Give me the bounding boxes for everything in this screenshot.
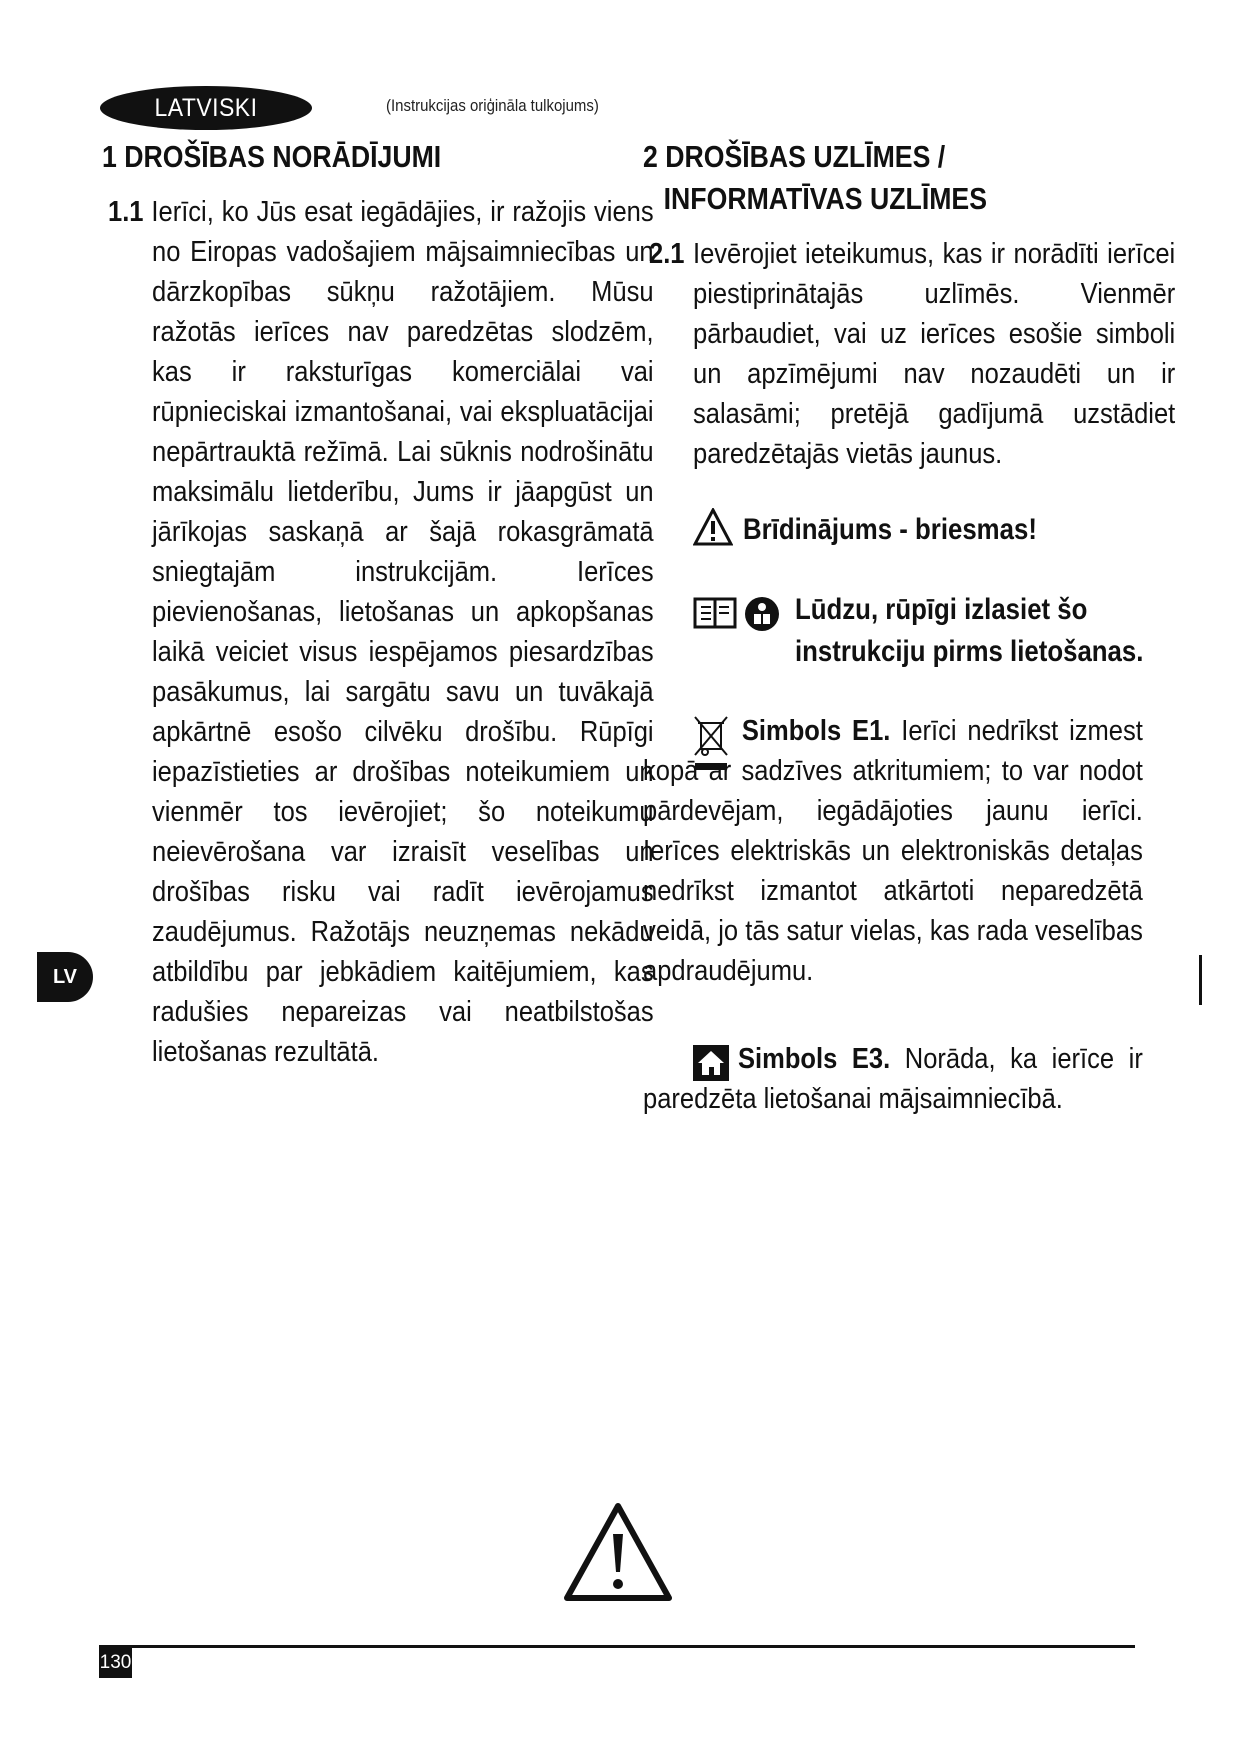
read-instructions-notice	[643, 589, 1143, 673]
book-icon	[693, 595, 737, 636]
section-2-heading-line1: 2 DROŠĪBAS UZLĪMES /	[643, 139, 946, 174]
paragraph-2-1	[643, 234, 1241, 474]
language-label: LATVISKI	[154, 93, 258, 122]
paragraph-number: 2.1	[649, 238, 685, 270]
symbol-e3-text: Norāda, ka ierīce ir paredzēta lietošanai mājsaimniecībā.	[643, 1043, 1143, 1115]
warning-text: Brīdinājums - briesmas!	[743, 512, 1037, 546]
symbol-e1-label: Simbols E1.	[741, 715, 891, 747]
footer-rule	[99, 1645, 1135, 1648]
section-1-heading: 1 DROŠĪBAS NORĀDĪJUMI	[102, 139, 442, 174]
symbol-e3-label: Simbols E3.	[738, 1043, 891, 1075]
translation-note: (Instrukcijas oriģināla tulkojums)	[386, 96, 599, 115]
danger-warning	[643, 508, 1143, 551]
symbol-e1-text: Ierīci nedrīkst izmest kopā ar sadzīves atkritumiem; to var nodot pārdevējam, iegādājoties jaunu ierīci. Ierīces elektriskās un elektroniskās detaļas nedrīkst izmantot atkārtoti neparedzētā veidā, jo tās satur vielas, kas rada veselības apdraudējumu.	[643, 715, 1143, 987]
paragraph-1-1	[102, 192, 722, 1072]
language-badge	[100, 86, 312, 130]
page-number: 130	[99, 1648, 132, 1678]
paragraph-text: Ierīci, ko Jūs esat iegādājies, ir ražojis viens no Eiropas vadošajiem mājsaimniecības un dārzkopības sūkņu ražotājiem. Mūsu ražotās ierīces nav paredzētas slodzēm, kas ir raksturīgas komerciālai vai rūpnieciskai izmantošanai, vai ekspluatācijai nepārtrauktā režīmā. Lai sūknis nodrošinātu maksimālu lietderību, Jums ir jāapgūst un jārīkojas saskaņā ar šajā rokasgrāmatā sniegtajām instrukcijām. Ierīces pievienošanas, lietošanas un apkopšanas laikā veiciet visus iespējamos piesardzības pasākumus, lai sargātu savu un tuvākajā apkārtnē esošo cilvēku drošību. Rūpīgi iepazīstieties ar drošības noteikumiem un vienmēr tos ievērojiet; šo noteikumu neievērošana var izraisīt veselības un drošības risku vai radīt ievērojamus zaudējumus. Ražotājs neuzņemas nekādu atbildību par jebkādiem kaitējumiem, kas radušies nepareizas vai neatbilstošas lietošanas rezultātā.	[151, 196, 654, 1068]
symbol-e1	[643, 711, 1143, 991]
read-text-line1: Lūdzu, rūpīgi izlasiet šo	[795, 593, 1088, 626]
language-side-tab: LV	[37, 952, 93, 1002]
symbol-e3	[643, 1039, 1143, 1119]
warning-triangle-icon	[693, 508, 733, 551]
margin-marker	[1199, 955, 1202, 1005]
section-2	[643, 136, 1176, 1119]
read-manual-icon	[743, 595, 781, 638]
paragraph-text: Ievērojiet ieteikumus, kas ir norādīti ierīcei piestiprinātajās uzlīmēs. Vienmēr pārbaudiet, vai uz ierīces esošie simboli un apzīmējumi nav nozaudēti un ir salasāmi; pretējā gadījumā uzstādiet paredzētajās vietās jaunus.	[693, 238, 1176, 470]
paragraph-number: 1.1	[108, 196, 144, 228]
section-1	[102, 136, 654, 1072]
large-warning-icon	[563, 1502, 673, 1607]
section-2-heading-line2: INFORMATĪVAS UZLĪMES	[663, 181, 987, 216]
read-text-line2: instrukciju pirms lietošanas.	[795, 635, 1144, 668]
